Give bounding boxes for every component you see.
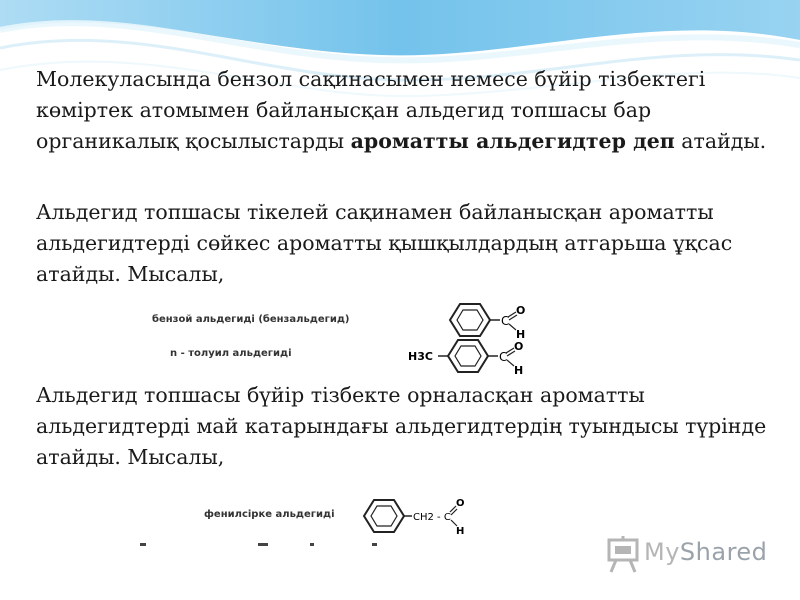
tolualdehyde-o: O	[514, 340, 524, 353]
tolualdehyde-c: C	[499, 350, 508, 364]
benzaldehyde-label: бензой альдегиді (бензальдегид)	[152, 314, 350, 325]
term-aromatic-aldehydes: ароматты альдегидтер деп	[350, 129, 675, 153]
logo-text-my: My	[644, 538, 680, 566]
logo-text	[644, 538, 767, 566]
benzaldehyde-h: H	[516, 328, 526, 340]
paragraph-definition-text: Молекуласында бензол сақинасымен немесе бүйір тізбектегі көміртек атомымен байланысқан альдегид топшасы бар органикалық қосылыстарды	[36, 67, 706, 153]
phenylacetaldehyde-structure	[362, 494, 482, 538]
paragraph-definition-end: атайды.	[674, 129, 767, 153]
paragraph-direct-ring: Альдегид топшасы тікелей сақинамен байланысқан ароматты альдегидтерді сөйкес ароматты қышқылдардың атгарьша ұқсас атайды. Мысалы,	[36, 200, 733, 286]
paragraph-definition	[36, 64, 776, 157]
tolualdehyde-structure	[408, 336, 548, 376]
phenylacetaldehyde-o: O	[456, 498, 465, 509]
paragraph-side-chain: Альдегид топшасы бүйір тізбекте орналасқан ароматты альдегидтерді май катарындағы альдегидтердің туындысы түрінде атайды. Мысалы,	[36, 383, 767, 469]
clipped-text-fragment	[140, 540, 410, 546]
presentation-board-icon	[606, 534, 642, 574]
methyl-group: H3C	[408, 350, 433, 363]
tolualdehyde-h: H	[514, 364, 524, 376]
benzaldehyde-structure	[438, 300, 538, 340]
ch2-group: CH2 - C	[413, 512, 451, 523]
phenylacetaldehyde-label: фенилсірке альдегиді	[204, 509, 335, 520]
phenylacetaldehyde-h: H	[456, 526, 465, 537]
benzaldehyde-o: O	[516, 304, 526, 317]
myshared-logo	[604, 532, 774, 578]
tolualdehyde-label: n - толуил альдегиді	[170, 348, 292, 359]
benzaldehyde-c: C	[501, 314, 510, 328]
logo-text-shared: Shared	[679, 538, 768, 566]
